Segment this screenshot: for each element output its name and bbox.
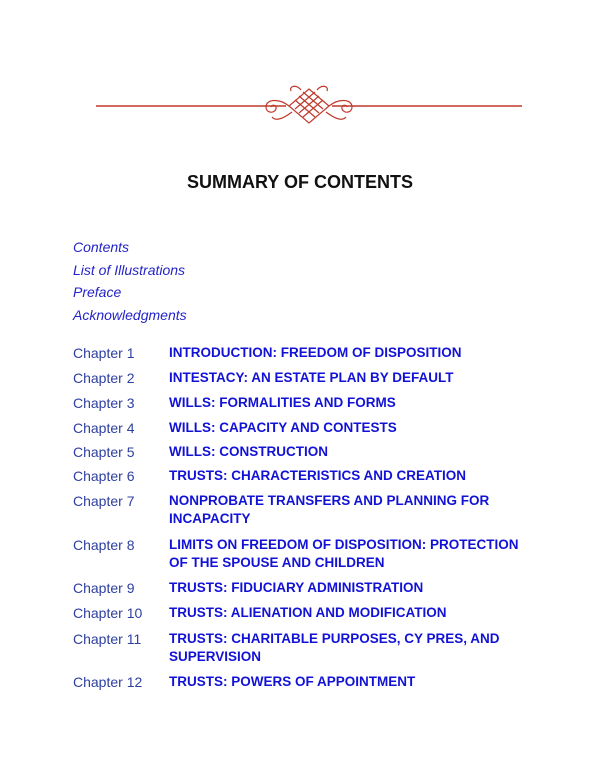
chapter-number: Chapter 4: [73, 420, 135, 436]
chapter-number: Chapter 10: [73, 605, 143, 621]
chapter-number: Chapter 3: [73, 395, 135, 411]
chapter-title-link[interactable]: TRUSTS: CHARACTERISTICS AND CREATION: [169, 468, 466, 483]
chapter-list: [73, 344, 543, 698]
chapter-title-link[interactable]: TRUSTS: ALIENATION AND MODIFICATION: [169, 605, 447, 620]
chapter-title-link[interactable]: WILLS: CAPACITY AND CONTESTS: [169, 420, 397, 435]
chapter-number: Chapter 5: [73, 444, 135, 460]
chapter-row: [73, 579, 543, 604]
chapter-title-link[interactable]: NONPROBATE TRANSFERS AND PLANNING FOR INCAPACITY: [169, 493, 490, 526]
front-matter-link[interactable]: Acknowledgments: [73, 306, 187, 323]
page-title: SUMMARY OF CONTENTS: [186, 172, 413, 192]
front-matter-list: [73, 238, 187, 328]
chapter-row: [73, 673, 543, 698]
chapter-row: [73, 369, 543, 394]
chapter-row: [73, 467, 543, 492]
chapter-title-link[interactable]: WILLS: FORMALITIES AND FORMS: [169, 395, 396, 410]
chapter-title-link[interactable]: LIMITS ON FREEDOM OF DISPOSITION: PROTECTION OF THE SPOUSE AND CHILDREN: [169, 537, 519, 570]
chapter-number: Chapter 9: [73, 580, 135, 596]
chapter-number: Chapter 8: [73, 537, 135, 553]
chapter-title-link[interactable]: WILLS: CONSTRUCTION: [169, 444, 328, 459]
chapter-number: Chapter 7: [73, 493, 135, 509]
chapter-title-link[interactable]: INTRODUCTION: FREEDOM OF DISPOSITION: [169, 345, 462, 360]
chapter-title-link[interactable]: TRUSTS: FIDUCIARY ADMINISTRATION: [169, 580, 424, 595]
front-matter-link[interactable]: Preface: [73, 284, 122, 300]
decorative-flourish-icon: [96, 84, 522, 134]
chapter-row: [73, 344, 543, 369]
chapter-row: [73, 394, 543, 419]
chapter-title-link[interactable]: TRUSTS: POWERS OF APPOINTMENT: [169, 674, 416, 689]
chapter-number: Chapter 11: [73, 631, 142, 647]
chapter-row: [73, 604, 543, 630]
front-matter-link[interactable]: List of Illustrations: [73, 261, 186, 278]
chapter-number: Chapter 12: [73, 674, 143, 690]
chapter-row: [73, 536, 543, 579]
chapter-number: Chapter 6: [73, 468, 135, 484]
chapter-row: [73, 419, 543, 443]
chapter-title-link[interactable]: INTESTACY: AN ESTATE PLAN BY DEFAULT: [169, 370, 454, 385]
chapter-row: [73, 630, 543, 673]
chapter-number: Chapter 1: [73, 345, 135, 361]
front-matter-link[interactable]: Contents: [73, 239, 130, 255]
chapter-row: [73, 443, 543, 467]
chapter-title-link[interactable]: TRUSTS: CHARITABLE PURPOSES, CY PRES, AND SUPERVISION: [169, 631, 500, 664]
chapter-row: [73, 492, 543, 536]
chapter-number: Chapter 2: [73, 370, 135, 386]
